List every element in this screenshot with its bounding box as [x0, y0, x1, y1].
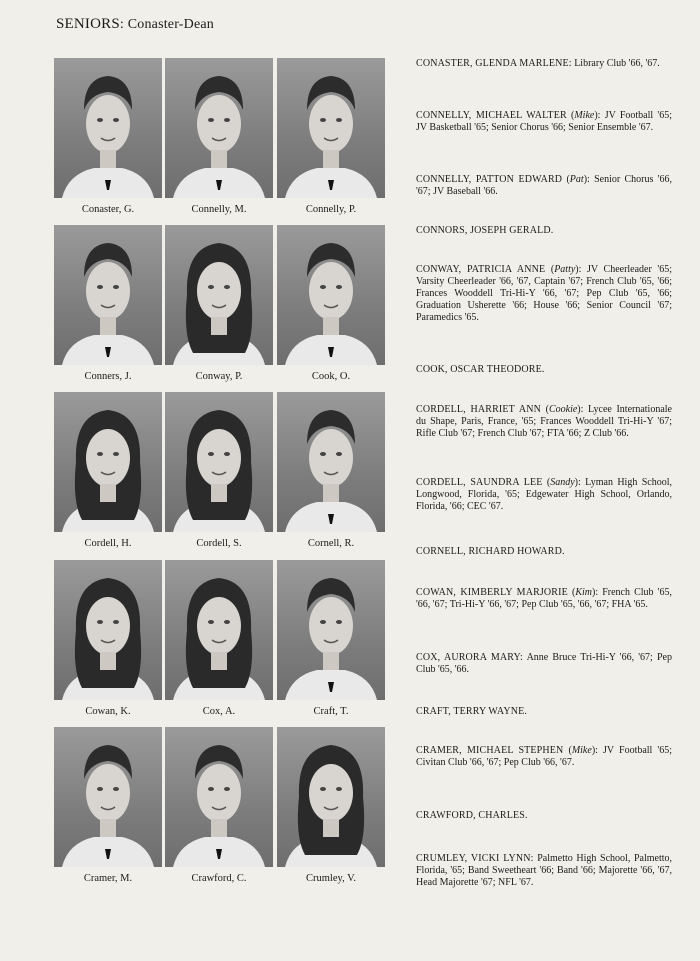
portrait-photo	[54, 560, 162, 700]
portrait-cell	[165, 392, 273, 549]
portrait-cell	[165, 225, 273, 382]
portrait-photo	[277, 560, 385, 700]
student-nickname: Patty	[554, 264, 576, 275]
portrait-silhouette	[54, 727, 162, 867]
portrait-caption: Conway, P.	[195, 371, 243, 382]
biography-entry	[416, 364, 672, 376]
biography-entry: CORDELL, HARRIET ANN (Cookie): Lycee Internationale du Shape, Paris, France, '65; Frances Wooddell Tri-Hi-Y '67; Rifle Club '67; French Club '67; FTA '66; Z Club '66.	[416, 404, 672, 439]
student-name: CORDELL, HARRIET ANN	[416, 404, 542, 415]
portrait-silhouette	[54, 225, 162, 365]
portrait-silhouette	[277, 58, 385, 198]
portrait-caption: Cordell, H.	[84, 538, 132, 549]
portrait-photo	[165, 225, 273, 365]
student-name: CONASTER, GLENDA MARLENE:	[416, 58, 572, 69]
header-colon: :	[119, 17, 128, 32]
biography-entry	[416, 225, 672, 237]
section-range: Conaster-Dean	[127, 17, 215, 32]
biography-entry	[416, 652, 672, 676]
student-name: CONWAY, PATRICIA ANNE	[416, 264, 546, 275]
student-activities: Lyman High School, Longwood, Florida, '65; Edgewater High School, Orlando, Florida, '66; CEC '67.	[416, 477, 672, 512]
student-nickname: Pat	[569, 174, 584, 185]
portrait-caption: Cox, A.	[202, 706, 236, 717]
portrait-cell	[277, 727, 385, 884]
portrait-caption: Connelly, P.	[305, 204, 357, 215]
portrait-photo	[277, 392, 385, 532]
portrait-photo	[277, 58, 385, 198]
student-name: CORDELL, SAUNDRA LEE	[416, 477, 543, 488]
portrait-photo	[165, 727, 273, 867]
portrait-caption: Cornell, R.	[307, 538, 355, 549]
portrait-silhouette	[54, 58, 162, 198]
student-activities: JV Cheerleader '65; Varsity Cheerleader '66, '67, Captain '67; French Club '65, '66; Frances Wooddell Tri-Hi-Y '66, '67; Pep Club '65, '66; Graduation Usherette '66; House '66; Senior Council '67; Paramedics '65.	[416, 264, 672, 323]
student-nickname: Kim	[575, 587, 592, 598]
section-title: SENIORS	[56, 16, 120, 32]
portrait-silhouette	[277, 392, 385, 532]
biography-entry: CRAMER, MICHAEL STEPHEN (Mike): JV Football '65; Civitan Club '66, '67; Pep Club '66, '67.	[416, 745, 672, 768]
portrait-photo	[54, 727, 162, 867]
biography-entry: COWAN, KIMBERLY MARJORIE (Kim): French Club '65, '66, '67; Tri-Hi-Y '66, '67; Pep Club '65, '66, '67; FHA '65.	[416, 587, 672, 610]
portrait-cell	[54, 392, 162, 549]
portrait-cell	[54, 225, 162, 382]
biography-entry	[416, 810, 672, 822]
portrait-photo	[165, 392, 273, 532]
portrait-cell	[277, 58, 385, 215]
portrait-silhouette	[277, 727, 385, 867]
portrait-cell	[165, 58, 273, 215]
portrait-silhouette	[165, 727, 273, 867]
student-name: CONNELLY, PATTON EDWARD	[416, 174, 563, 185]
biography-entry: CONWAY, PATRICIA ANNE (Patty): JV Cheerleader '65; Varsity Cheerleader '66, '67, Captain '67; French Club '65, '66; Frances Wooddell Tri-Hi-Y '66, '67; Pep Club '65, '66; Graduation Usherette '66; House '66; Senior Council '67; Paramedics '65.	[416, 264, 672, 323]
portrait-cell	[277, 560, 385, 717]
portrait-caption: Cramer, M.	[83, 873, 133, 884]
student-nickname: Cookie	[548, 404, 578, 415]
biography-entry: CORDELL, SAUNDRA LEE (Sandy): Lyman High School, Longwood, Florida, '65; Edgewater High School, Orlando, Florida, '66; CEC '67.	[416, 477, 672, 512]
portrait-photo	[277, 225, 385, 365]
student-name: CRAMER, MICHAEL STEPHEN	[416, 745, 564, 756]
portrait-photo	[54, 58, 162, 198]
biography-entry	[416, 706, 672, 718]
biography-entry	[416, 58, 672, 70]
portrait-photo	[54, 392, 162, 532]
biography-entry	[416, 546, 672, 558]
biography-entry: CONNELLY, MICHAEL WALTER (Mike): JV Football '65; JV Basketball '65; Senior Chorus '66; Senior Ensemble '67.	[416, 110, 672, 133]
portrait-silhouette	[54, 560, 162, 700]
portrait-caption: Cordell, S.	[196, 538, 242, 549]
portrait-silhouette	[165, 225, 273, 365]
student-activities: Lycee Internationale du Shape, Paris, France, '65; Frances Wooddell Tri-Hi-Y '67; Rifle Club '67; French Club '67; FTA '66; Z Club '66.	[416, 404, 672, 439]
student-activities: Palmetto High School, Palmetto, Florida, '65; Band Sweetheart '66; Band '66; Majorette '66, '67, Head Majorette '67; NFL '67.	[416, 853, 673, 888]
student-activities: French Club '65, '66, '67; Tri-Hi-Y '66, '67; Pep Club '65, '66, '67; FHA '65.	[416, 587, 672, 610]
portrait-caption: Cook, O.	[311, 371, 351, 382]
biography-entry: CONNELLY, PATTON EDWARD (Pat): Senior Chorus '66, '67; JV Baseball '66.	[416, 174, 672, 197]
student-name: COX, AURORA MARY:	[416, 652, 523, 663]
student-name: CONNELLY, MICHAEL WALTER	[416, 110, 567, 121]
portrait-silhouette	[165, 58, 273, 198]
portrait-cell	[277, 392, 385, 549]
student-nickname: Mike	[574, 110, 595, 121]
page-header	[56, 16, 214, 33]
portrait-cell	[165, 727, 273, 884]
student-name: CRUMLEY, VICKI LYNN:	[416, 853, 534, 864]
student-activities: JV Football '65; JV Basketball '65; Senior Chorus '66; Senior Ensemble '67.	[416, 110, 672, 133]
portrait-caption: Cowan, K.	[85, 706, 131, 717]
portrait-silhouette	[165, 560, 273, 700]
student-name: CRAFT, TERRY WAYNE.	[416, 706, 528, 717]
portrait-caption: Crumley, V.	[306, 873, 356, 884]
student-activities: JV Football '65; Civitan Club '66, '67; Pep Club '66, '67.	[416, 745, 672, 768]
portrait-cell	[54, 727, 162, 884]
portrait-caption: Conners, J.	[84, 371, 132, 382]
student-name: COOK, OSCAR THEODORE.	[416, 364, 545, 375]
student-name: CORNELL, RICHARD HOWARD.	[416, 546, 565, 557]
student-name: COWAN, KIMBERLY MARJORIE	[416, 587, 568, 598]
portrait-cell	[54, 58, 162, 215]
portrait-photo	[165, 560, 273, 700]
student-name: CONNORS, JOSEPH GERALD.	[416, 225, 554, 236]
student-nickname: Mike	[571, 745, 592, 756]
portrait-silhouette	[277, 560, 385, 700]
student-activities: Library Club '66, '67.	[574, 58, 660, 69]
portrait-cell	[277, 225, 385, 382]
portrait-photo	[54, 225, 162, 365]
portrait-caption: Conaster, G.	[81, 204, 135, 215]
portrait-caption: Craft, T.	[313, 706, 349, 717]
portrait-silhouette	[277, 225, 385, 365]
portrait-caption: Connelly, M.	[191, 204, 247, 215]
portrait-photo	[277, 727, 385, 867]
student-activities: Senior Chorus '66, '67; JV Baseball '66.	[416, 174, 672, 197]
portrait-cell	[165, 560, 273, 717]
portrait-caption: Crawford, C.	[191, 873, 247, 884]
student-activities: Anne Bruce Tri-Hi-Y '66, '67; Pep Club '65, '66.	[416, 652, 672, 675]
portrait-silhouette	[54, 392, 162, 532]
biography-entry	[416, 853, 672, 889]
portrait-silhouette	[165, 392, 273, 532]
portrait-photo	[165, 58, 273, 198]
student-name: CRAWFORD, CHARLES.	[416, 810, 528, 821]
portrait-cell	[54, 560, 162, 717]
student-nickname: Sandy	[550, 477, 575, 488]
